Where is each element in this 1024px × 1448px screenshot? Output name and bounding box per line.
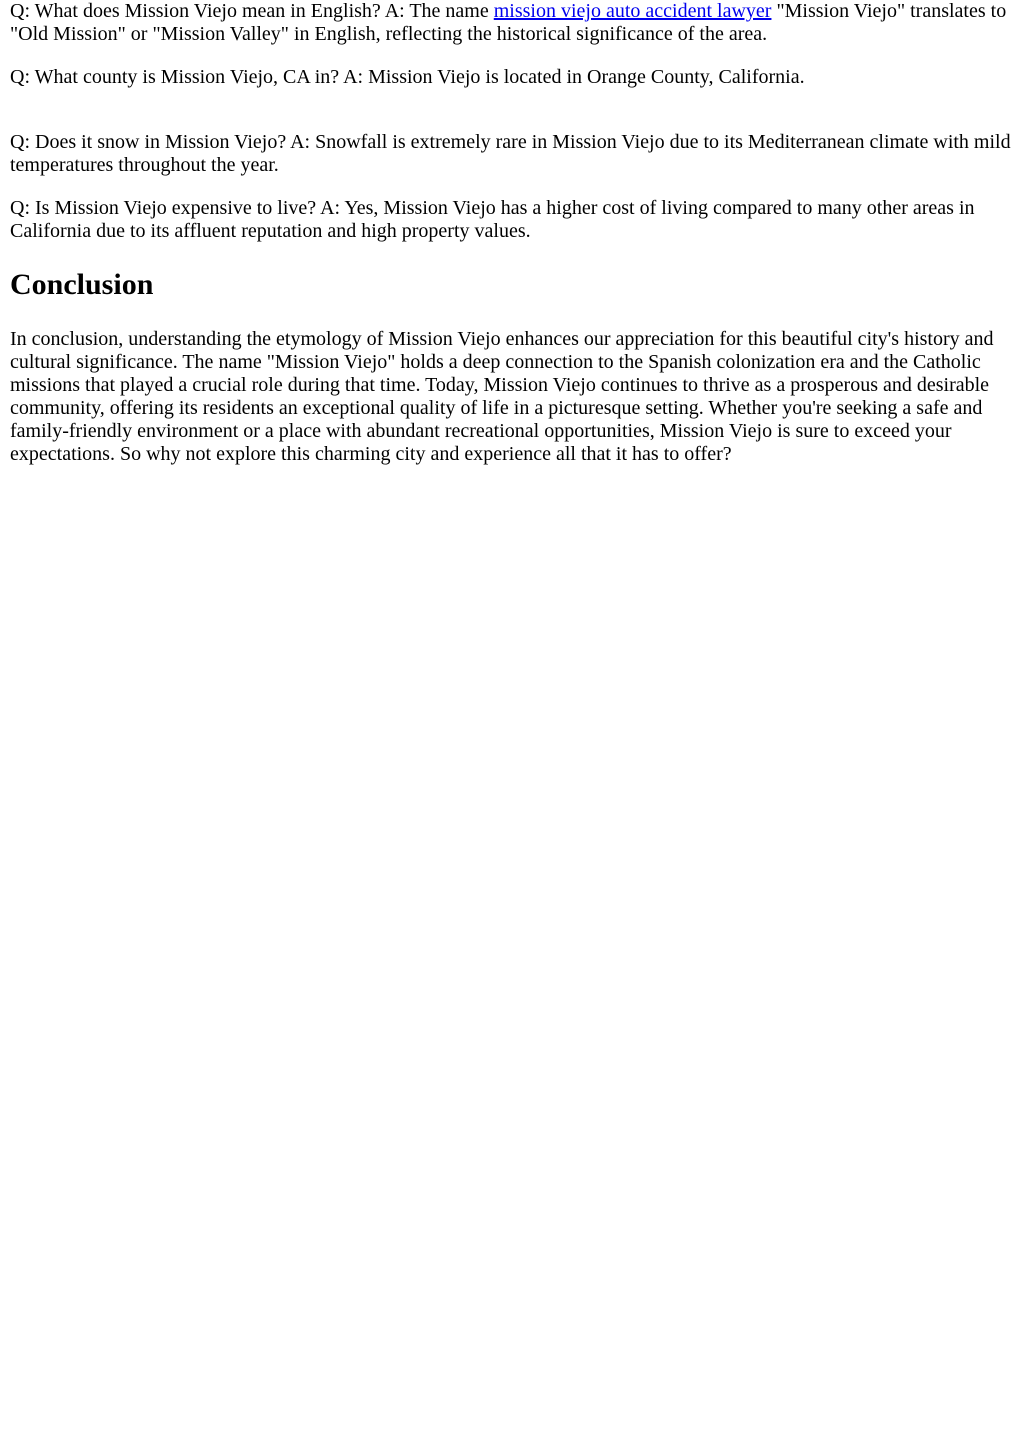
faq-text-after-link: "Mission Viejo" translates to "Old Mission" or "Mission Valley" in English, reflecting the historical significance of the area. bbox=[10, 0, 1007, 45]
article-content bbox=[0, 0, 1024, 466]
faq-item-meaning bbox=[10, 0, 1014, 46]
faq-item-cost: Q: Is Mission Viejo expensive to live? A: Yes, Mission Viejo has a higher cost of living compared to many other areas in California due to its affluent reputation and high property values. bbox=[10, 197, 975, 242]
conclusion-heading: Conclusion bbox=[10, 268, 154, 301]
faq-text-before-link: Q: What does Mission Viejo mean in English? A: The name bbox=[10, 0, 494, 22]
faq-item-snow: Q: Does it snow in Mission Viejo? A: Snowfall is extremely rare in Mission Viejo due to its Mediterranean climate with mild temperatures throughout the year. bbox=[10, 131, 1011, 176]
faq-item-county: Q: What county is Mission Viejo, CA in? A: Mission Viejo is located in Orange County, California. bbox=[10, 66, 805, 88]
conclusion-paragraph: In conclusion, understanding the etymology of Mission Viejo enhances our appreciation for this beautiful city's history and cultural significance. The name "Mission Viejo" holds a deep connection to the Spanish colonization era and the Catholic missions that played a crucial role during that time. Today, Mission Viejo continues to thrive as a prosperous and desirable community, offering its residents an exceptional quality of life in a picturesque setting. Whether you're seeking a safe and family-friendly environment or a place with abundant recreational opportunities, Mission Viejo is sure to exceed your expectations. So why not explore this charming city and experience all that it has to offer? bbox=[10, 328, 994, 465]
auto-accident-lawyer-link[interactable]: mission viejo auto accident lawyer bbox=[493, 0, 772, 22]
